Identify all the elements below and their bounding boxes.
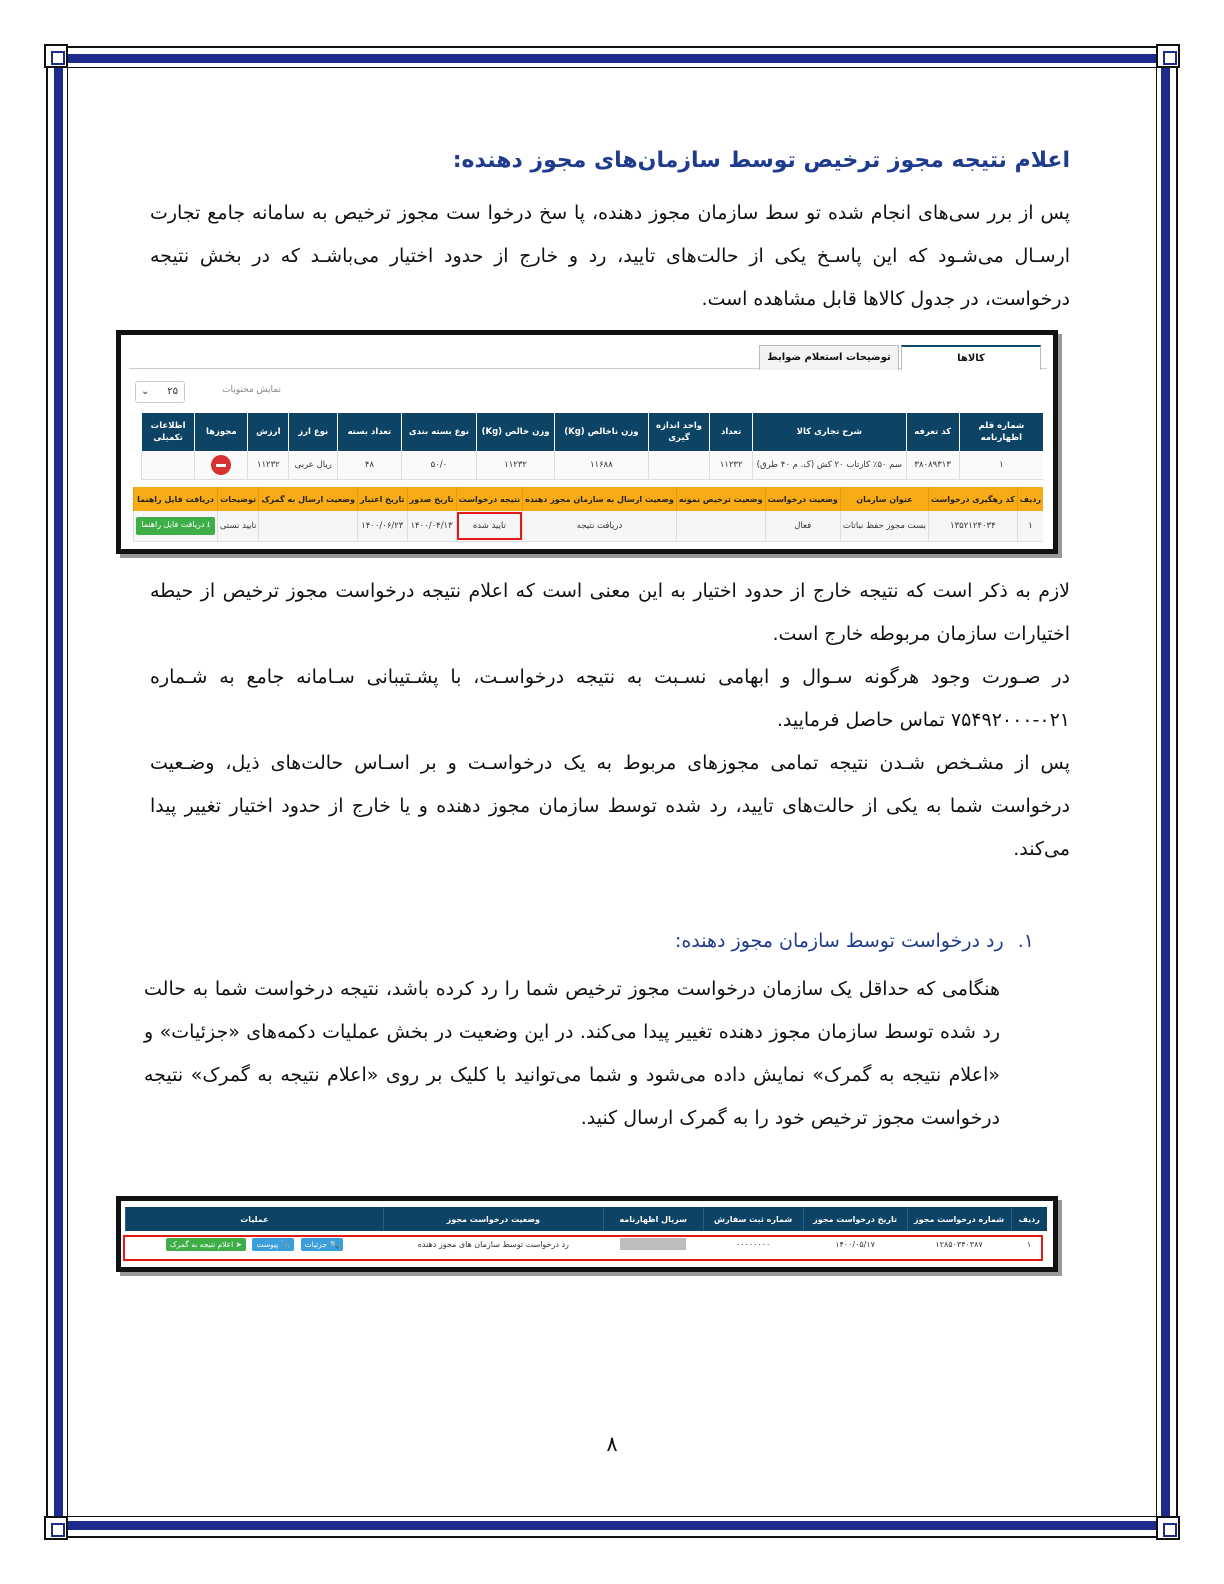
- col-header: شماره ثبت سفارش: [703, 1207, 803, 1231]
- table-cell: [676, 511, 765, 541]
- table-row: [142, 451, 1044, 479]
- table-cell: بست مجوز حفظ نباتات: [840, 511, 928, 541]
- col-header: تعداد بسته: [338, 413, 401, 451]
- table-cell: ۱۱۲۳۲: [710, 451, 753, 479]
- table-cell: ۱۱۲۳۲: [248, 451, 289, 479]
- download-guide-button[interactable]: [136, 517, 215, 535]
- table-cell: ۱: [1017, 511, 1043, 541]
- page-size-control: [135, 381, 285, 403]
- table-cell: فعال: [765, 511, 840, 541]
- paragraph-status-change: پس از مشـخص شـدن نتیجه تمامی مجوزهای مربوط به یک درخواسـت و بر اسـاس حالت‌های ذیل، وضـعیت درخواست شما به یکی از حالت‌های تایید، رد شده توسط سازمان مجوز دهنده و یا خارج از حدود اختیار تغییر پیدا می‌کند.: [150, 752, 1070, 860]
- paperclip-icon: 📎: [280, 1239, 291, 1249]
- col-header: عنوان سازمان: [840, 487, 928, 511]
- col-header: وضعیت درخواست: [765, 487, 840, 511]
- col-header: وزن خالص (Kg): [477, 413, 555, 451]
- table-cell: [259, 511, 358, 541]
- col-header: نتیجه درخواست: [456, 487, 523, 511]
- corner-ornament: [1156, 44, 1180, 68]
- operations-table-screenshot: [116, 1196, 1058, 1272]
- col-header: شرح تجاری کالا: [753, 413, 907, 451]
- download-guide-label: دریافت فایل راهنما: [141, 519, 205, 529]
- intro-paragraph: پس از برر سی‌های انجام شده تو سط سازمان مجوز دهنده، پا سخ درخوا ست مجوز ترخیص به سامانه جامع تجارت ارسـال می‌شـود که این پاسـخ یکی از حالت‌های تایید، رد و خارج از حدود اختیار می‌باشـد که در بخش نتیجه درخواست، در جدول کالاها قابل مشاهده است.: [150, 202, 1070, 310]
- subsection-title: [234, 930, 1034, 952]
- col-header: تاریخ درخواست مجوز: [803, 1207, 907, 1231]
- col-header: دریافت فایل راهنما: [134, 487, 218, 511]
- tab-rules-inquiry[interactable]: توضیحات استعلام ضوابط: [759, 345, 899, 370]
- col-header: وضعیت ارسال به سازمان مجوز دهنده: [523, 487, 677, 511]
- table-cell: ۱: [959, 451, 1043, 479]
- announce-to-customs-label: اعلام نتیجه به گمرک: [170, 1239, 234, 1249]
- col-header: وضعیت درخواست مجوز: [383, 1207, 603, 1231]
- col-header: ردیف: [1011, 1207, 1047, 1231]
- col-header: وضعیت ترخیص نمونه: [676, 487, 765, 511]
- tab-goods[interactable]: کالاها: [901, 345, 1041, 370]
- paragraph-out-of-scope: لازم به ذکر است که نتیجه خارج از حدود اختیار به این معنی است که اعلام نتیجه درخواست مجوز ترخیص از حیطه اختیارات سازمان مربوطه خارج است.: [150, 580, 1070, 645]
- table-cell: سم ۵۰٪ کارتاب ۲۰ کش (ک. م ۴۰ طرق): [753, 451, 907, 479]
- table-cell: ۳۸۰۸۹۳۱۳: [906, 451, 959, 479]
- col-header: عملیات: [126, 1207, 384, 1231]
- table-cell: ۱۲۸۵۰۳۴۰۳۸۷: [907, 1231, 1011, 1257]
- page-number: ۸: [606, 1432, 618, 1456]
- table-cell: [142, 451, 195, 479]
- table-cell: ۴۸: [338, 451, 401, 479]
- corner-ornament: [44, 44, 68, 68]
- col-header: اطلاعات تکمیلی: [142, 413, 195, 451]
- search-icon: 🔍: [329, 1239, 339, 1249]
- table-cell: ۱۳۵۲۱۲۴۰۳۴: [928, 511, 1017, 541]
- table-row: [134, 511, 1043, 541]
- table-cell: ۱۴۰۰/۰۶/۲۳: [358, 511, 408, 541]
- table-cell: ۱۴۰۰/۰۴/۱۳: [407, 511, 456, 541]
- page-size-select[interactable]: [135, 381, 185, 403]
- tab-bar: [129, 341, 1047, 369]
- corner-ornament: [44, 1516, 68, 1540]
- collapse-minus-icon[interactable]: [211, 455, 231, 475]
- section-heading: اعلام نتیجه مجوز ترخیص توسط سازمان‌های مجوز دهنده:: [452, 148, 1070, 173]
- col-header: نوع بسته بندی: [401, 413, 477, 451]
- table-cell: دریافت نتیجه: [523, 511, 677, 541]
- goods-table-screenshot: [116, 330, 1058, 554]
- col-header: تعداد: [710, 413, 753, 451]
- col-header: وزن ناخالص (Kg): [554, 413, 648, 451]
- subsection-body: هنگامی که حداقل یک سازمان درخواست مجوز ترخیص شما را رد کرده باشد، نتیجه درخواست شما به حالت رد شده توسط سازمان مجوز دهنده تغییر پیدا می‌کند. در این وضعیت در بخش عملیات دکمه‌های «جزئیات» و «اعلام نتیجه به گمرک» نمایش داده می‌شود و شما می‌توانید با کلیک بر روی «اعلام نتیجه به گمرک» نتیجه درخواست مجوز ترخیص خود را به گمرک ارسال کنید.: [144, 978, 1000, 1129]
- col-header: کد رهگیری درخواست: [928, 487, 1017, 511]
- details-label: جزئیات: [304, 1239, 328, 1249]
- permits-cell: [195, 451, 248, 479]
- col-header: واحد اندازه گیری: [648, 413, 709, 451]
- col-header: تاریخ صدور: [407, 487, 456, 511]
- chevron-down-icon: ⌄: [141, 386, 150, 397]
- table-cell: ۱۴۰۰/۰۵/۱۷: [803, 1231, 907, 1257]
- table-cell: رد درخواست توسط سازمان های مجوز دهنده: [383, 1231, 603, 1257]
- col-header: کد تعرفه: [906, 413, 959, 451]
- col-header: سریال اظهارنامه: [603, 1207, 703, 1231]
- highlight-row-box: [123, 1235, 1043, 1261]
- col-header: مجوزها: [195, 413, 248, 451]
- col-header: ردیف: [1017, 487, 1043, 511]
- subsection-title-text: رد درخواست توسط سازمان مجوز دهنده:: [674, 930, 1004, 952]
- subsection-number: ۱.: [1017, 930, 1034, 952]
- table-cell: ۱۱۶۸۸: [554, 451, 648, 479]
- table-cell: ریال عربی: [289, 451, 338, 479]
- col-header: شماره درخواست مجوز: [907, 1207, 1011, 1231]
- col-header: ارزش: [248, 413, 289, 451]
- table-cell: ۵۰/۰: [401, 451, 477, 479]
- corner-ornament: [1156, 1516, 1180, 1540]
- goods-table: [141, 413, 1043, 480]
- col-header: توضیحات: [217, 487, 259, 511]
- table-cell: ۰۰۰۰۰۰۰۰: [703, 1231, 803, 1257]
- send-icon: ➤: [235, 1239, 242, 1249]
- table-cell: [648, 451, 709, 479]
- col-header: نوع ارز: [289, 413, 338, 451]
- page-size-label: نمایش محتویات: [221, 385, 281, 395]
- request-result-cell: تایید شده: [456, 511, 523, 541]
- guide-cell: [134, 511, 218, 541]
- download-icon: ⭳: [207, 519, 210, 529]
- table-cell: تایید نستی: [217, 511, 259, 541]
- col-header: تاریخ اعتبار: [358, 487, 408, 511]
- paragraph-support: در صـورت وجود هرگونه سـوال و ابهامی نسـبت به نتیجه درخواسـت، با پشـتیبانی سـامانه جامع به شـماره ۰۲۱-۷۵۴۹۲۰۰۰ تماس حاصل فرمایید.: [150, 666, 1070, 731]
- col-header: شماره قلم اظهارنامه: [959, 413, 1043, 451]
- table-cell: ۱۱۲۳۲: [477, 451, 555, 479]
- permits-subtable: [133, 487, 1043, 542]
- attachment-label: پیوست: [256, 1239, 279, 1249]
- page-size-value: ۲۵: [167, 386, 178, 397]
- col-header: وضعیت ارسال به گمرک: [259, 487, 358, 511]
- table-cell: ۱: [1011, 1231, 1047, 1257]
